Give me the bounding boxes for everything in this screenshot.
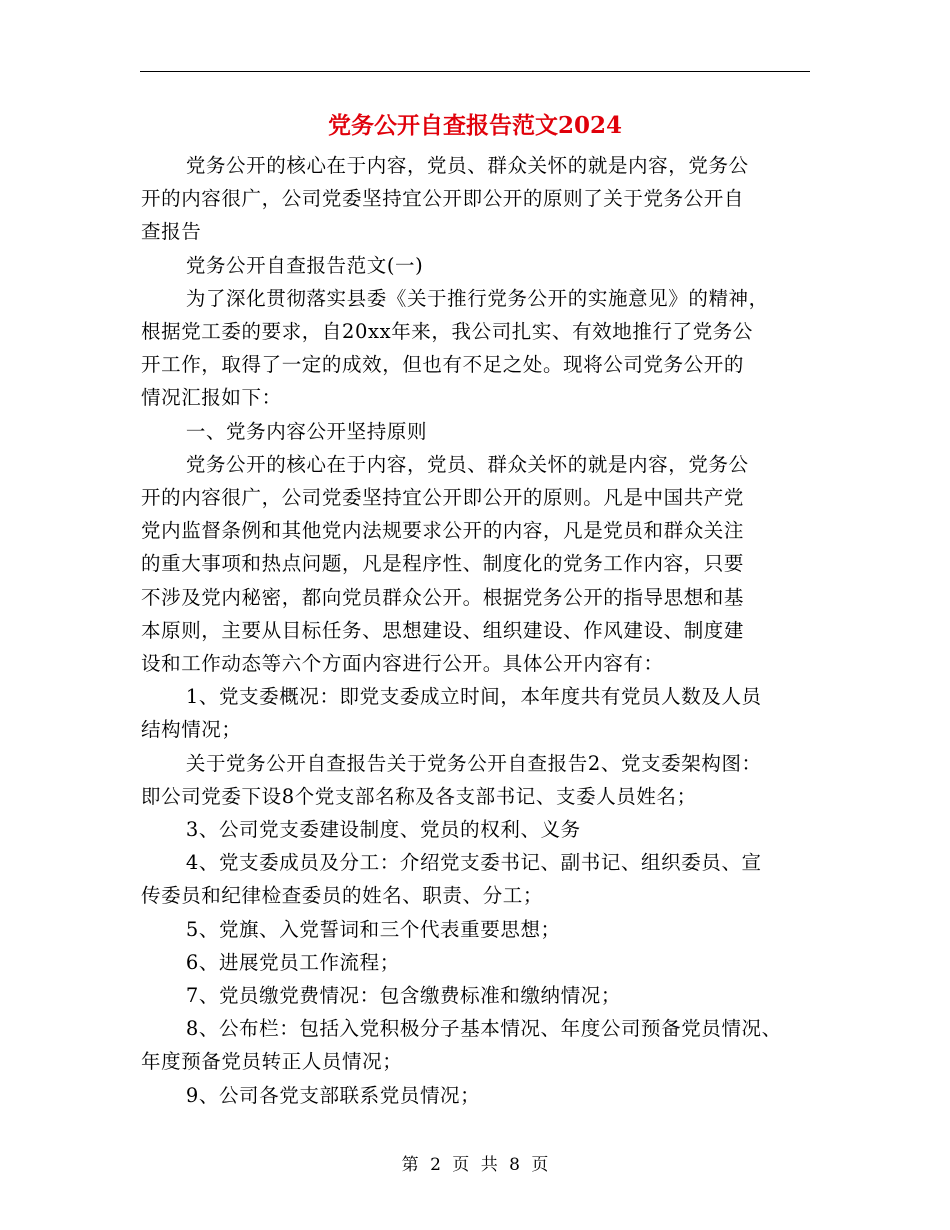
- paragraph-section-heading: 党务公开自查报告范文(一): [185, 253, 424, 277]
- list-item-5: 5、党旗、入党誓词和三个代表重要思想；: [185, 917, 561, 941]
- list-item-3: 3、公司党支委建设制度、党员的权利、义务: [185, 818, 581, 842]
- list-item-7: 7、党员缴党费情况：包含缴费标准和缴纳情况；: [185, 984, 621, 1008]
- page-number: 第 2 页 共 8 页: [401, 1155, 549, 1175]
- list-item-8: 8、公布栏：包括入党积极分子基本情况、年度公司预备党员情况、 年度预备党员转正人员情况；: [141, 1017, 782, 1074]
- list-item-9: 9、公司各党支部联系党员情况；: [185, 1083, 481, 1107]
- document-title: 党务公开自查报告范文2024: [327, 112, 622, 139]
- paragraph-principles: 党务公开的核心在于内容，党员、群众关怀的就是内容，党务公 开的内容很广，公司党委坚持宜公开即公开的原则。凡是中国共产党 党内监督条例和其他党内法规要求公开的内容，凡是党员和群众关注 的重大事项和热点问题，凡是程序性、制度化的党务工作内容，只要 不涉及党内秘密，都向党员群众公开。根据党务公开的指导思想和基 本原则，主要从目标任务、思想建设、组织建设、作风建设、制度建 设和工作动态等六个方面内容进行公开。具体公开内容有：: [141, 452, 749, 676]
- list-item-6: 6、进展党员工作流程；: [185, 950, 400, 974]
- paragraph-heading-principles: 一、党务内容公开坚持原则: [185, 419, 428, 443]
- list-item-4: 4、党支委成员及分工：介绍党支委书记、副书记、组织委员、宣 传委员和纪律检查委员的姓名、职责、分工；: [141, 851, 762, 908]
- document-body: [141, 149, 809, 1112]
- paragraph-background: 为了深化贯彻落实县委《关于推行党务公开的实施意见》的精神， 根据党工委的要求，自20xx年来，我公司扎实、有效地推行了党务公 开工作，取得了一定的成效，但也有不足之处。现将公司党务公开的 情况汇报如下：: [141, 286, 769, 410]
- list-item-2: 关于党务公开自查报告关于党务公开自查报告2、党支委架构图： 即公司党委下设8个党支部名称及各支部书记、支委人员姓名；: [141, 751, 762, 808]
- list-item-1: 1、党支委概况：即党支委成立时间，本年度共有党员人数及人员 结构情况；: [141, 685, 762, 742]
- header-rule: [140, 71, 810, 72]
- paragraph-intro: 党务公开的核心在于内容，党员、群众关怀的就是内容，党务公 开的内容很广，公司党委坚持宜公开即公开的原则了关于党务公开自 查报告: [141, 154, 749, 244]
